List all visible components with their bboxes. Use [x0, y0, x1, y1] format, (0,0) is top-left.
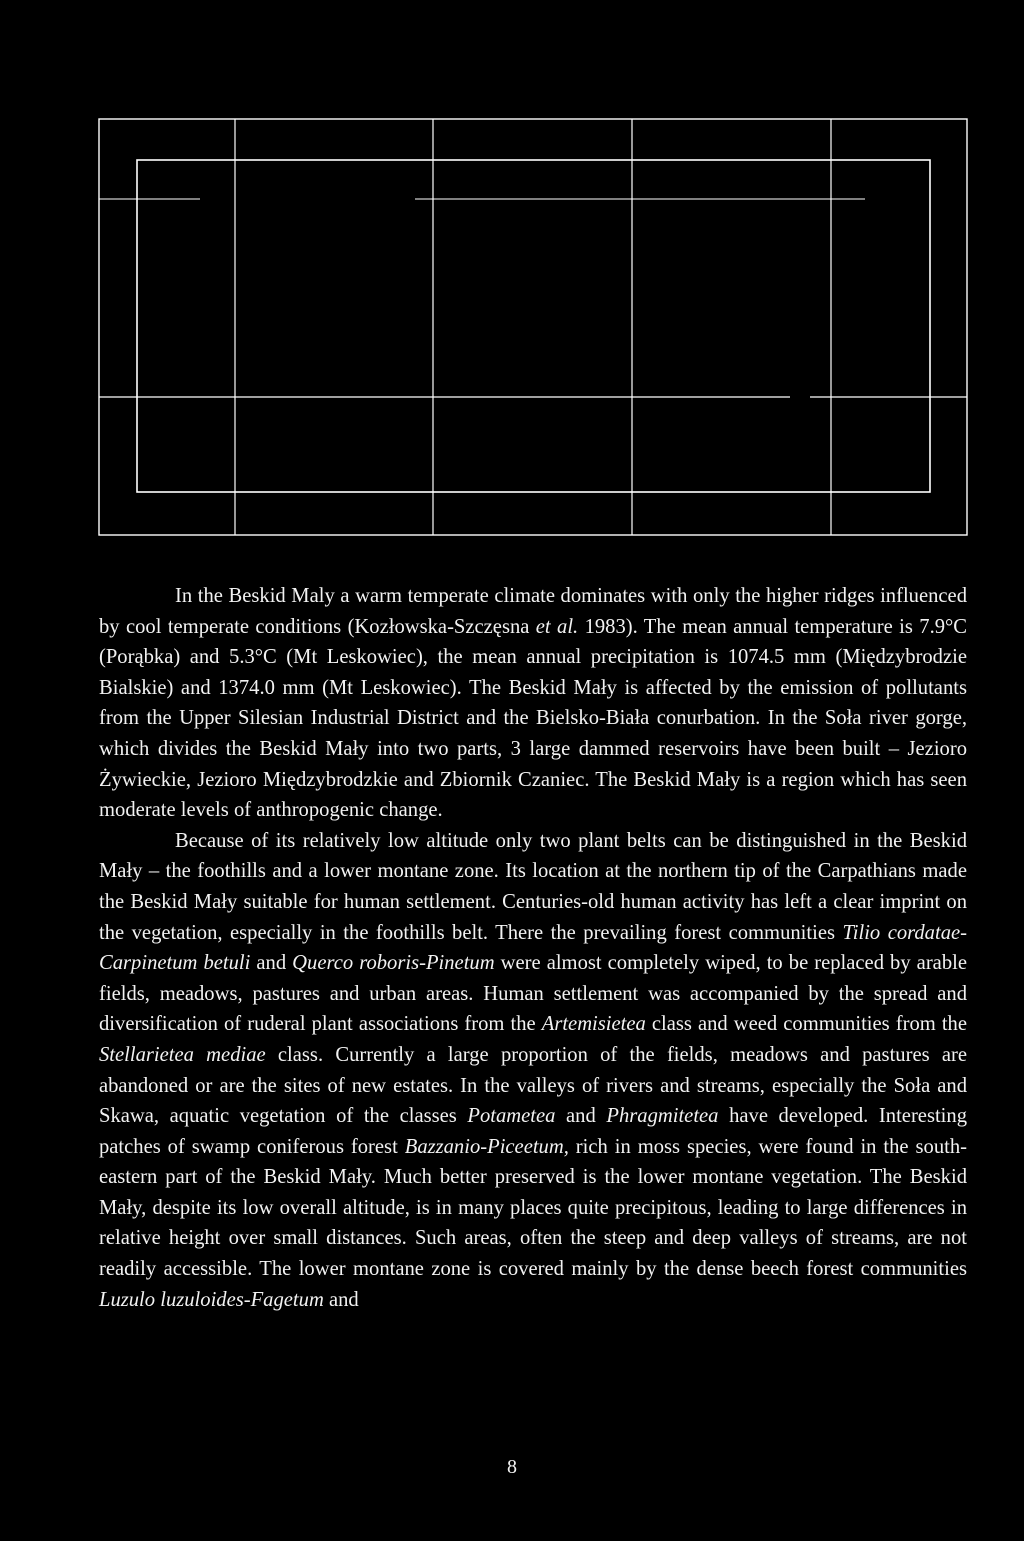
text-run: rich in moss species, were found in the south-eastern part of the Beskid Mały. Much better preserved is the lower montane vegetation. The Beskid Mały, despite its low overall altitude, is in many places quite precipitous, leading to large differences in relative height over small distances. Such areas, often the steep and deep valleys of streams, are not readily accessible. The lower montane zone is covered mainly by the dense beech forest communities — [99, 1135, 967, 1281]
italic-term: Stellarietea mediae — [99, 1043, 266, 1066]
italic-term: Artemisietea — [541, 1013, 646, 1036]
text-run: and — [250, 952, 293, 975]
paragraph — [99, 826, 967, 1316]
italic-term: et al. — [535, 615, 579, 638]
italic-term: Phragmitetea — [606, 1105, 719, 1128]
body-text — [99, 581, 967, 1315]
text-run: class and weed communities from the — [645, 1013, 967, 1036]
paragraph — [99, 581, 967, 826]
italic-term: Bazzanio-Piceetum, — [404, 1135, 569, 1158]
figure-inner-border — [137, 160, 930, 492]
text-run: Because of its relatively low altitude only two plant belts can be distinguished in the Beskid Mały – the foothills and a lower montane zone. Its location at the northern tip of the Carpathians made the Beskid Mały suitable for human settlement. Centuries-old human activity has left a clear imprint on the vegetation, especially in the foothills belt. There the prevailing forest communities — [99, 829, 967, 944]
italic-term: Potametea — [467, 1105, 556, 1128]
page-number: 8 — [507, 1456, 517, 1478]
text-run: were almost completely wiped, to be replaced by arable fields, meadows, pastures and urban areas. Human settlement was accompanied by the spread and diversification of ruderal plant associations from the — [99, 952, 967, 1036]
figure-outer-border — [99, 119, 967, 535]
text-run: class. Currently a large proportion of the fields, meadows and pastures are abandoned or are the sites of new estates. In the valleys of rivers and streams, especially the Soła and Skawa, aquatic vegetation of the classes — [99, 1043, 967, 1128]
text-run: have developed. Interesting patches of swamp coniferous forest — [99, 1105, 967, 1158]
text-run: and — [555, 1105, 607, 1128]
figure-frame — [0, 0, 1024, 560]
italic-term: Tilio cordatae-Carpinetum betuli — [99, 921, 967, 975]
text-run: and — [323, 1288, 359, 1311]
italic-term: Querco roboris-Pinetum — [292, 952, 495, 975]
text-run: In the Beskid Maly a warm temperate climate dominates with only the higher ridges influenced by cool temperate conditions (Kozłowska-Szczęsna — [99, 585, 967, 638]
italic-term: Luzulo luzuloides-Fagetum — [99, 1288, 324, 1311]
text-run: 1983). The mean annual temperature is 7.9°C (Porąbka) and 5.3°C (Mt Leskowiec), the mean annual precipitation is 1074.5 mm (Międzybrodzie Bialskie) and 1374.0 mm (Mt Leskowiec). The Beskid Mały is affected by the emission of pollutants from the Upper Silesian Industrial District and the Bielsko-Biała conurbation. In the Soła river gorge, which divides the Beskid Mały into two parts, 3 large dammed reservoirs have been built – Jezioro Żywieckie, Jezioro Międzybrodzkie and Zbiornik Czaniec. The Beskid Mały is a region which has seen moderate levels of anthropogenic change. — [99, 615, 967, 822]
